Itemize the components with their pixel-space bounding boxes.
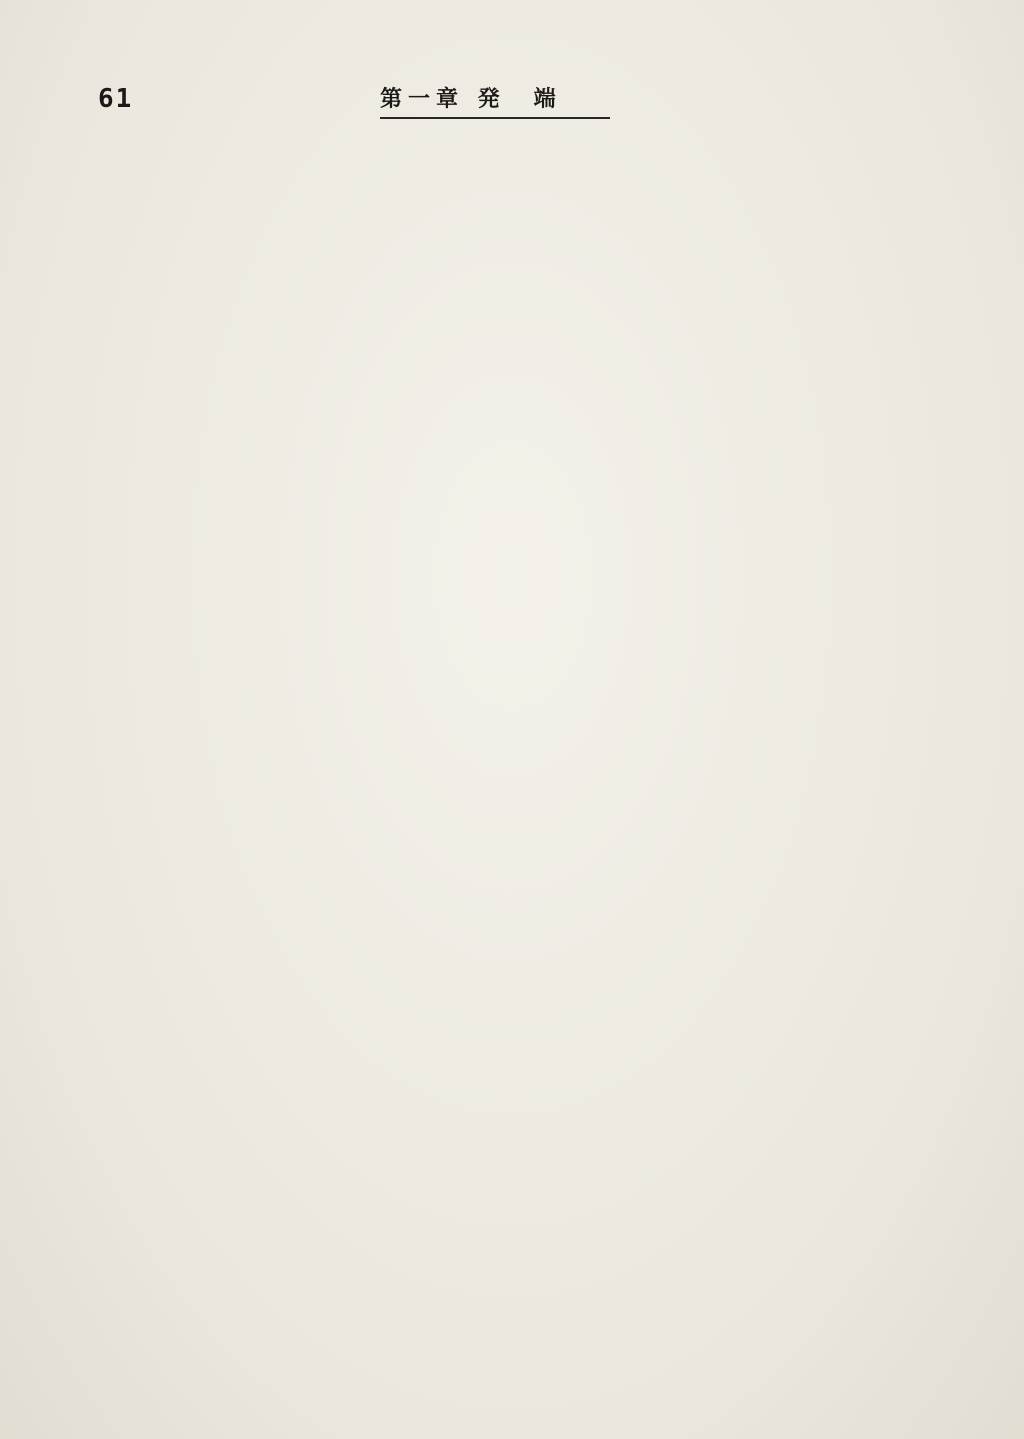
chapter-running-head: 第一章 発 端	[380, 82, 610, 119]
page-number: 61	[98, 84, 134, 114]
text-block-lower	[96, 958, 886, 1338]
text-block-upper	[96, 128, 886, 543]
text-block-middle	[96, 560, 886, 940]
